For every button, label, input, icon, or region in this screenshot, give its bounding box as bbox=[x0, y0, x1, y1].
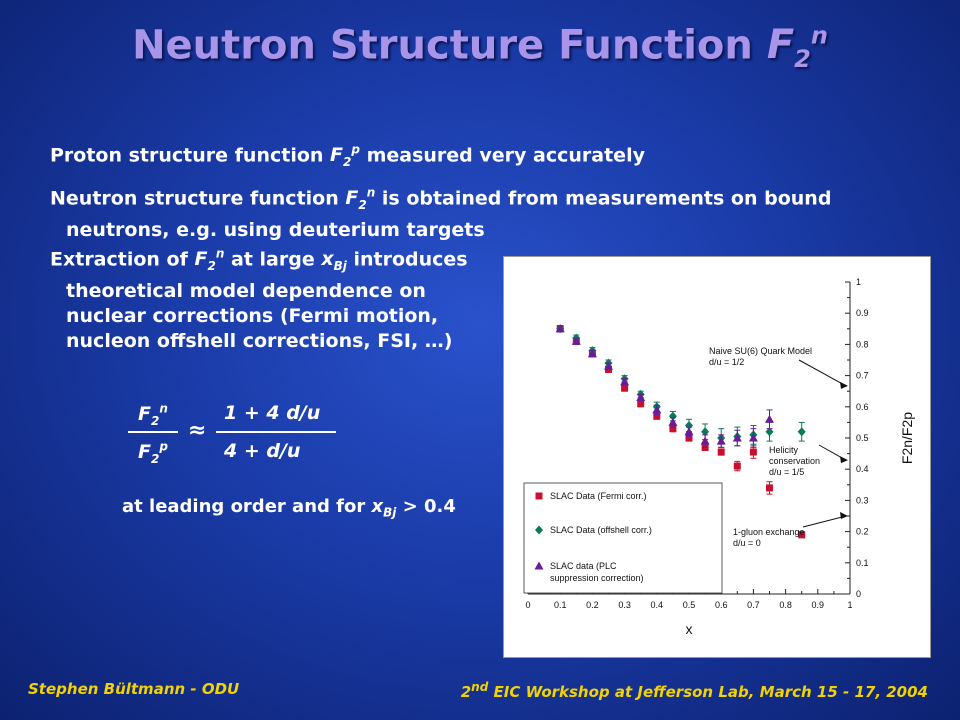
x-tick-label: 1 bbox=[847, 600, 853, 610]
data-point-square bbox=[750, 449, 757, 456]
x-tick-label: 0.7 bbox=[747, 600, 760, 610]
arrow-head bbox=[840, 456, 848, 463]
data-point-square bbox=[621, 385, 628, 392]
formula-den-left-sup: p bbox=[159, 440, 168, 454]
data-point-square bbox=[734, 463, 741, 470]
formula-den-left-sub: 2 bbox=[150, 452, 160, 467]
bullet3-line4: nucleon offshell corrections, FSI, …) bbox=[66, 330, 453, 353]
formula-den-left bbox=[138, 440, 168, 466]
data-point-triangle bbox=[701, 437, 710, 445]
footer-event-text: EIC Workshop at Jefferson Lab, March 15 - 17, 2004 bbox=[488, 683, 928, 701]
annotation-text: Helicity bbox=[769, 445, 799, 455]
data-point-square bbox=[766, 484, 773, 491]
y-tick-label: 0.5 bbox=[856, 433, 869, 443]
annotation-text: Naive SU(6) Quark Model bbox=[709, 346, 813, 356]
bullet3-line2: theoretical model dependence on bbox=[66, 280, 426, 303]
annotation-text: 1-gluon exchange bbox=[733, 527, 805, 537]
y-tick-label: 0.7 bbox=[856, 370, 869, 381]
bullet3-sub: 2 bbox=[207, 259, 216, 274]
bullet2-sup: n bbox=[366, 186, 376, 201]
annotation-text: d/u = 1/5 bbox=[769, 467, 805, 477]
bullet3-f: F bbox=[194, 248, 208, 271]
y-tick-label: 0 bbox=[856, 589, 862, 599]
y-tick-label: 0.9 bbox=[856, 308, 869, 319]
formula-num-left bbox=[138, 402, 168, 428]
y-tick-label: 0.2 bbox=[856, 526, 869, 537]
x-tick-label: 0.2 bbox=[586, 600, 599, 610]
formula-den-left-f: F bbox=[138, 441, 151, 464]
condition-pre: at leading order and for bbox=[122, 496, 372, 517]
data-point-diamond bbox=[798, 427, 806, 436]
y-tick-label: 1 bbox=[856, 277, 862, 287]
annotation-text: d/u = 0 bbox=[733, 538, 761, 548]
bullet3-pre: Extraction of bbox=[50, 248, 195, 271]
bullet-list bbox=[50, 138, 850, 243]
footer-event-sup: nd bbox=[471, 680, 489, 694]
title-superscript: n bbox=[810, 22, 828, 50]
x-tick-label: 0.9 bbox=[811, 600, 825, 610]
y-tick-label: 0.4 bbox=[856, 464, 869, 475]
bullet2-line2: neutrons, e.g. using deuterium targets bbox=[66, 219, 485, 242]
x-tick-label: 0.5 bbox=[682, 600, 696, 610]
data-point-triangle bbox=[668, 418, 677, 426]
data-point-triangle bbox=[765, 415, 774, 423]
legend-label: SLAC Data (Fermi corr.) bbox=[550, 491, 647, 501]
annotation-arrow bbox=[803, 516, 846, 527]
annotation-arrow bbox=[799, 360, 846, 386]
title-subscript: 2 bbox=[794, 45, 811, 74]
formula-num-left-sub: 2 bbox=[150, 414, 160, 429]
footer-event bbox=[461, 680, 928, 701]
arrow-head bbox=[840, 512, 848, 519]
x-tick-label: 0.8 bbox=[779, 600, 792, 610]
x-tick-label: 0.4 bbox=[650, 600, 664, 610]
formula-num-left-sup: n bbox=[159, 402, 168, 416]
footer-author: Stephen Bültmann - ODU bbox=[28, 680, 240, 698]
x-axis-label: x bbox=[685, 621, 693, 637]
condition-x: x bbox=[371, 496, 384, 517]
formula-num-right: 1 + 4 d/u bbox=[224, 402, 321, 424]
title-text: Neutron Structure Function bbox=[132, 22, 767, 69]
bullet3-x-sub: Bj bbox=[333, 259, 347, 274]
x-tick-label: 0.1 bbox=[553, 600, 567, 610]
formula-right-bar bbox=[216, 431, 336, 433]
slide-title bbox=[0, 22, 960, 73]
legend-label: SLAC data (PLC bbox=[550, 561, 617, 571]
bullet2-f: F bbox=[345, 187, 359, 210]
bullet-extraction bbox=[50, 242, 490, 354]
bullet1-f: F bbox=[330, 144, 344, 167]
bullet1-sup: p bbox=[351, 143, 360, 157]
data-point-triangle bbox=[685, 427, 694, 435]
legend-label: SLAC Data (offshell corr.) bbox=[550, 525, 652, 535]
bullet3-mid: at large bbox=[224, 248, 322, 271]
annotation-text: conservation bbox=[769, 456, 821, 466]
formula-approx: ≈ bbox=[188, 418, 207, 443]
bullet2-sub: 2 bbox=[358, 198, 367, 213]
legend-marker-square bbox=[536, 493, 543, 500]
bullet1-post: measured very accurately bbox=[359, 144, 645, 167]
bullet2-pre: Neutron structure function bbox=[50, 187, 346, 210]
bullet2-post: is obtained from measurements on bound bbox=[375, 187, 832, 210]
formula-num-left-f: F bbox=[138, 403, 151, 426]
bullet1-symbol bbox=[330, 143, 360, 170]
y-tick-label: 0.6 bbox=[856, 401, 869, 412]
formula-den-right: 4 + d/u bbox=[224, 440, 301, 462]
bullet1-pre: Proton structure function bbox=[50, 144, 331, 167]
data-point-square bbox=[637, 400, 644, 407]
condition-x-sub: Bj bbox=[383, 505, 397, 520]
bullet3-x bbox=[321, 248, 347, 274]
bullet3-sup: n bbox=[215, 247, 225, 261]
bullet-neutron bbox=[50, 181, 850, 243]
x-tick-label: 0 bbox=[525, 600, 531, 610]
arrow-head bbox=[840, 382, 848, 389]
bullet1-sub: 2 bbox=[343, 155, 352, 170]
data-point-triangle bbox=[733, 434, 742, 442]
condition-post: > 0.4 bbox=[396, 496, 456, 517]
x-tick-label: 0.6 bbox=[714, 600, 728, 610]
chart-panel bbox=[503, 256, 931, 658]
annotation-text: d/u = 1/2 bbox=[709, 357, 745, 367]
title-symbol: F bbox=[766, 22, 795, 69]
formula-left-bar bbox=[128, 431, 178, 433]
x-tick-label: 0.3 bbox=[618, 600, 631, 610]
y-tick-label: 0.1 bbox=[856, 557, 869, 568]
legend-label: suppression correction) bbox=[550, 573, 644, 583]
footer-event-num: 2 bbox=[460, 683, 472, 701]
ratio-chart bbox=[504, 257, 930, 657]
bullet2-symbol bbox=[345, 186, 376, 213]
bullet3-x-letter: x bbox=[321, 248, 334, 271]
bullet-proton bbox=[50, 138, 850, 175]
bullet3-symbol bbox=[194, 247, 225, 274]
y-axis-label: F2n/F2p bbox=[899, 411, 915, 465]
y-tick-label: 0.3 bbox=[856, 495, 869, 506]
data-point-square bbox=[718, 449, 725, 456]
condition-text bbox=[122, 496, 456, 520]
bullet3-line3: nuclear corrections (Fermi motion, bbox=[66, 305, 439, 328]
bullet3-post: introduces bbox=[346, 248, 468, 271]
y-tick-label: 0.8 bbox=[856, 339, 869, 350]
